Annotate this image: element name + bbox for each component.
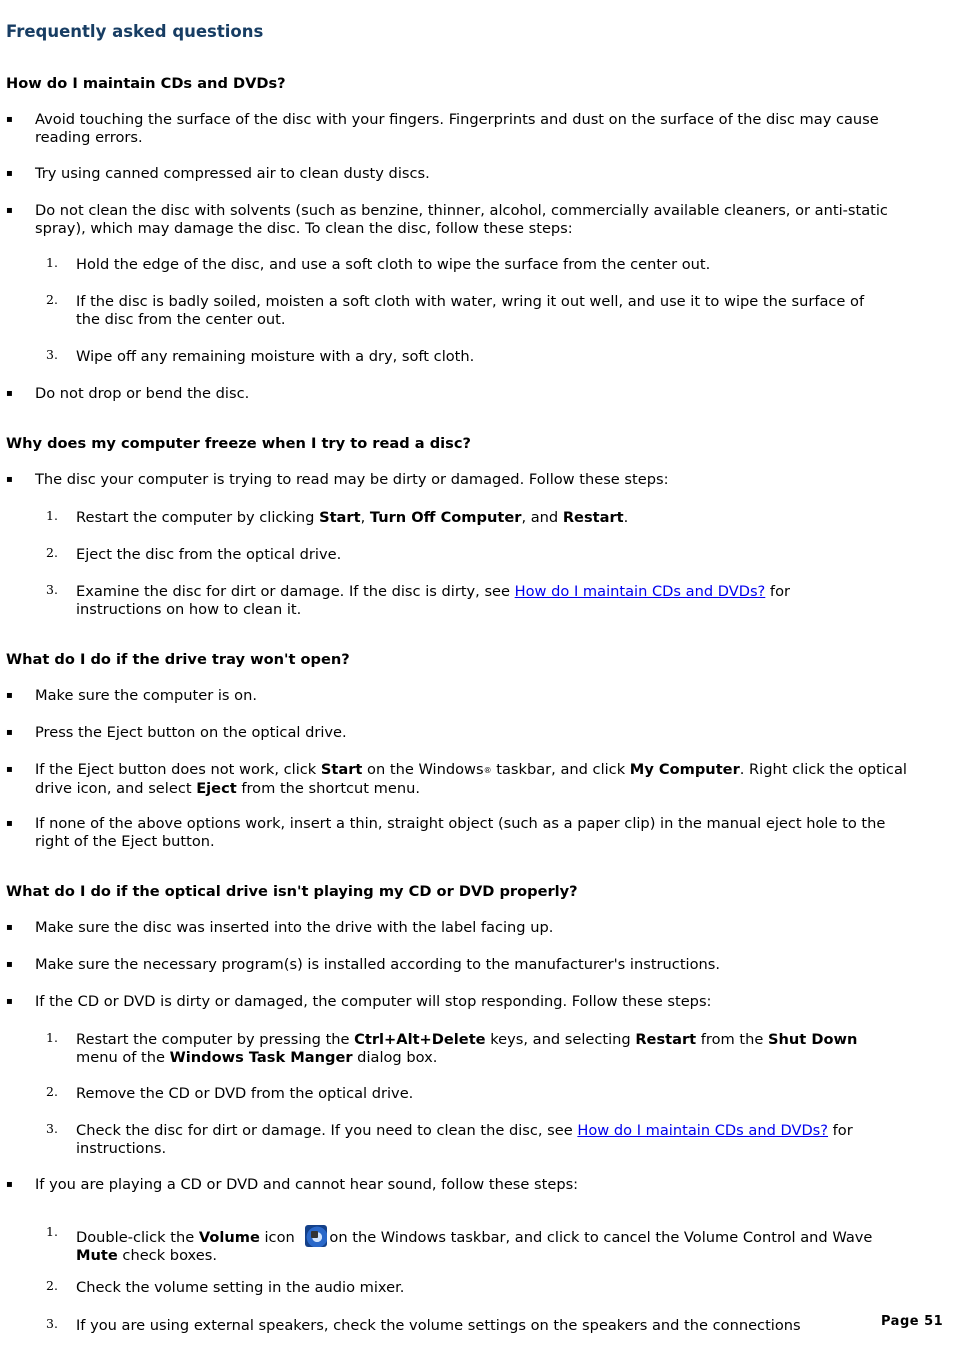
faq-question-drive-tray: What do I do if the drive tray won't open? xyxy=(6,651,350,668)
faq-question-drive-not-playing: What do I do if the optical drive isn't playing my CD or DVD properly? xyxy=(6,883,578,900)
bullet-icon: ▪ xyxy=(6,764,13,775)
bullet-icon: ▪ xyxy=(6,388,13,399)
page-title: Frequently asked questions xyxy=(6,22,264,41)
bullet-icon: ▪ xyxy=(6,474,13,485)
bullet-icon: ▪ xyxy=(6,205,13,216)
bullet-icon: ▪ xyxy=(6,922,13,933)
step-number: 3. xyxy=(46,582,58,597)
step-number: 1. xyxy=(46,508,58,523)
bullet-icon: ▪ xyxy=(6,1179,13,1190)
step-number: 2. xyxy=(46,545,58,560)
bullet-icon: ▪ xyxy=(6,959,13,970)
step-number: 2. xyxy=(46,292,58,307)
faq-question-computer-freeze: Why does my computer freeze when I try to read a disc? xyxy=(6,435,471,452)
step-number: 3. xyxy=(46,1121,58,1136)
volume-icon xyxy=(305,1225,327,1247)
bullet-icon: ▪ xyxy=(6,727,13,738)
step-number: 1. xyxy=(46,1030,58,1045)
bullet-icon: ▪ xyxy=(6,690,13,701)
step-number: 1. xyxy=(46,255,58,270)
bullet-icon: ▪ xyxy=(6,818,13,829)
step-number: 3. xyxy=(46,1316,58,1331)
bullet-icon: ▪ xyxy=(6,996,13,1007)
step-number: 1. xyxy=(46,1224,58,1239)
faq-question-maintain-discs: How do I maintain CDs and DVDs? xyxy=(6,75,286,92)
step-number: 2. xyxy=(46,1084,58,1099)
maintain-discs-link[interactable]: How do I maintain CDs and DVDs? xyxy=(577,1122,829,1139)
step-number: 2. xyxy=(46,1278,58,1293)
bullet-icon: ▪ xyxy=(6,168,13,179)
maintain-discs-link[interactable]: How do I maintain CDs and DVDs? xyxy=(514,583,766,600)
bullet-icon: ▪ xyxy=(6,114,13,125)
page-number: Page 51 xyxy=(881,1314,944,1329)
step-number: 3. xyxy=(46,347,58,362)
